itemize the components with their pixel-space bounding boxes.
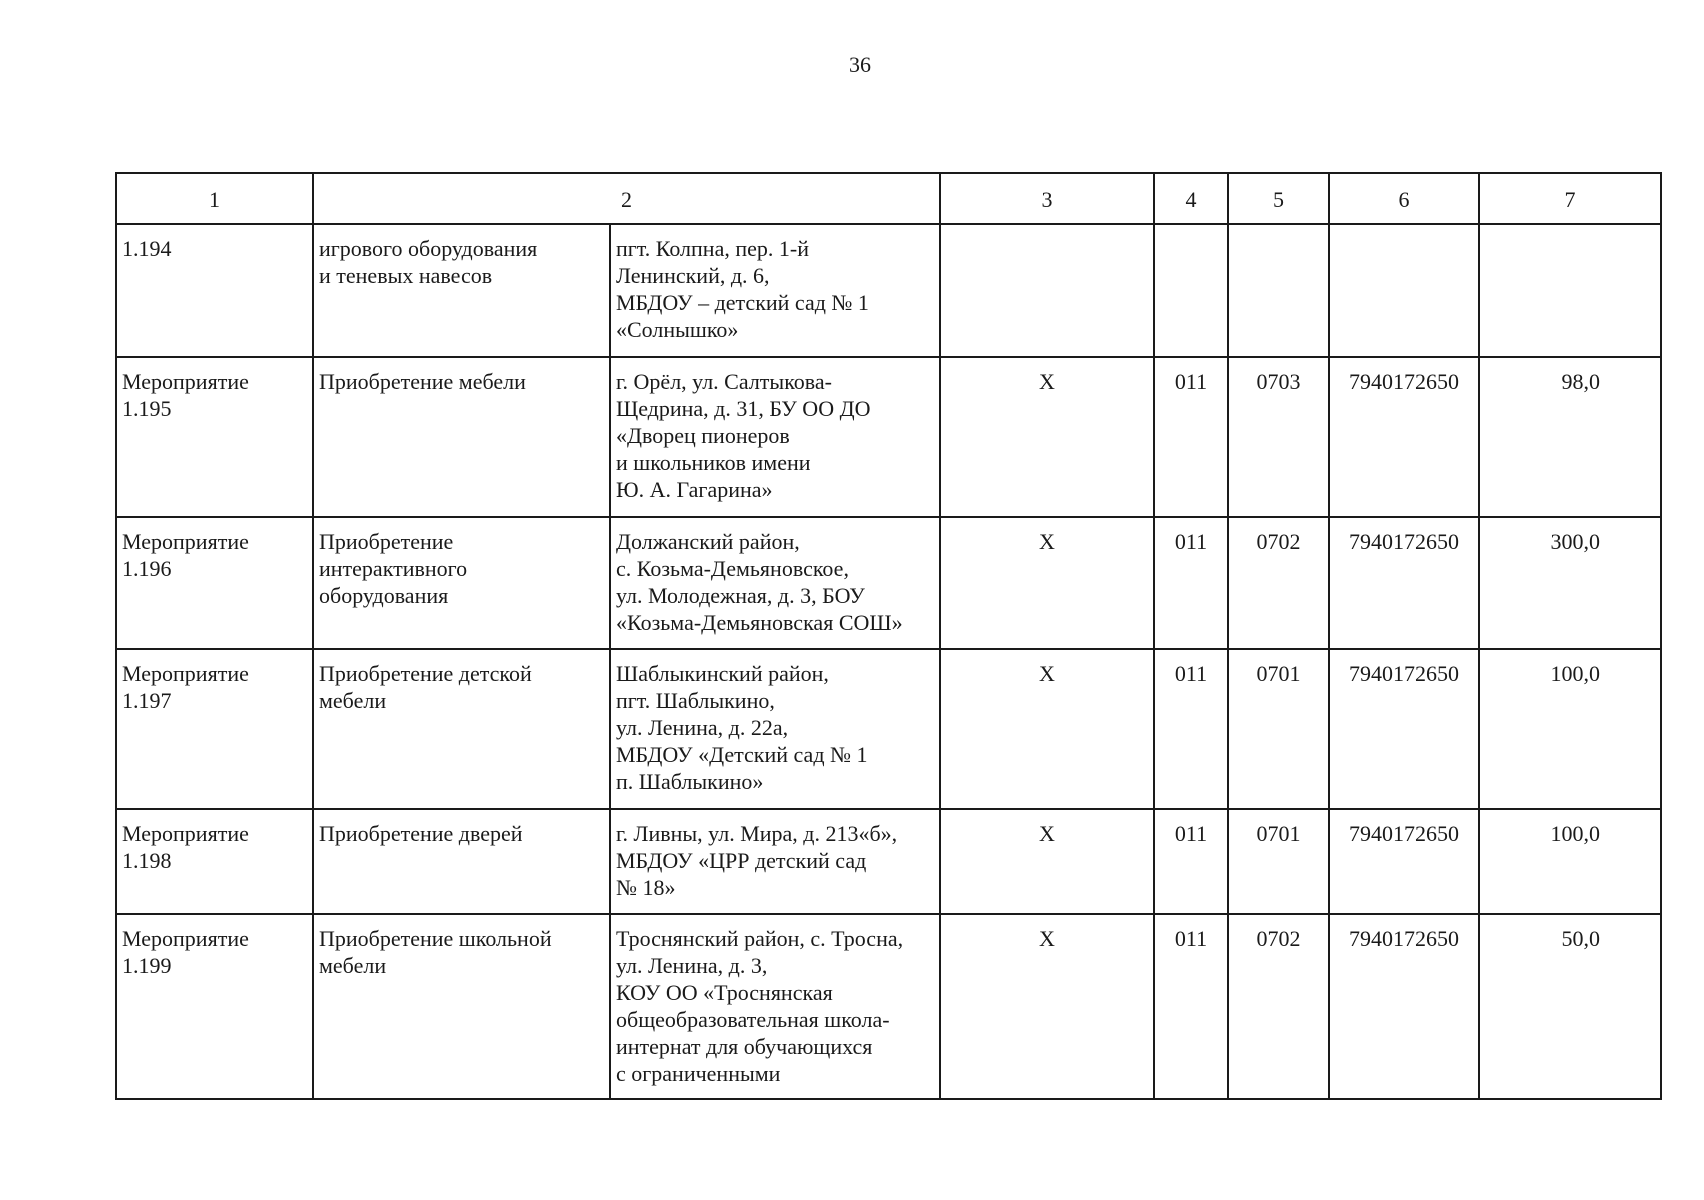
table-row: [116, 224, 1661, 357]
row-col5: 0701: [1228, 809, 1329, 914]
table-row: [116, 357, 1661, 517]
row-name: Приобретение дверей: [313, 809, 610, 914]
row-address: г. Ливны, ул. Мира, д. 213«б», МБДОУ «ЦРР детский сад № 18»: [610, 809, 940, 914]
row-col7: [1479, 224, 1661, 357]
header-col-1: 1: [116, 173, 313, 224]
row-col6: 7940172650: [1329, 517, 1479, 649]
header-col-6: 6: [1329, 173, 1479, 224]
table-row: [116, 517, 1661, 649]
row-col4: 011: [1154, 517, 1228, 649]
header-col-2: 2: [313, 173, 940, 224]
row-id: Мероприятие 1.199: [116, 914, 313, 1099]
row-address: Троснянский район, с. Тросна, ул. Ленина, д. 3, КОУ ОО «Троснянская общеобразовательная школа- интернат для обучающихся с ограниченными: [610, 914, 940, 1099]
header-col-4: 4: [1154, 173, 1228, 224]
row-col3: Х: [940, 914, 1154, 1099]
row-col4: 011: [1154, 914, 1228, 1099]
row-col5: [1228, 224, 1329, 357]
row-id: Мероприятие 1.195: [116, 357, 313, 517]
row-col3: Х: [940, 809, 1154, 914]
row-name: Приобретение интерактивного оборудования: [313, 517, 610, 649]
row-col6: 7940172650: [1329, 809, 1479, 914]
row-col4: 011: [1154, 357, 1228, 517]
row-address: г. Орёл, ул. Салтыкова- Щедрина, д. 31, БУ ОО ДО «Дворец пионеров и школьников имени Ю. А. Гагарина»: [610, 357, 940, 517]
row-col4: 011: [1154, 809, 1228, 914]
row-col6: [1329, 224, 1479, 357]
row-name: Приобретение школьной мебели: [313, 914, 610, 1099]
row-col3: Х: [940, 649, 1154, 809]
row-id: Мероприятие 1.197: [116, 649, 313, 809]
row-col4: 011: [1154, 649, 1228, 809]
header-col-3: 3: [940, 173, 1154, 224]
table-row: [116, 914, 1661, 1099]
row-col3: Х: [940, 357, 1154, 517]
row-col5: 0701: [1228, 649, 1329, 809]
row-address: Шаблыкинский район, пгт. Шаблыкино, ул. Ленина, д. 22а, МБДОУ «Детский сад № 1 п. Шаблыкино»: [610, 649, 940, 809]
row-col6: 7940172650: [1329, 357, 1479, 517]
row-col5: 0702: [1228, 914, 1329, 1099]
row-address: пгт. Колпна, пер. 1-й Ленинский, д. 6, МБДОУ – детский сад № 1 «Солнышко»: [610, 224, 940, 357]
row-col6: 7940172650: [1329, 914, 1479, 1099]
row-col7: 100,0: [1479, 649, 1661, 809]
row-id: Мероприятие 1.198: [116, 809, 313, 914]
row-col5: 0702: [1228, 517, 1329, 649]
row-id: 1.194: [116, 224, 313, 357]
table-row: [116, 809, 1661, 914]
row-col7: 300,0: [1479, 517, 1661, 649]
program-table: [115, 172, 1662, 1100]
row-col3: Х: [940, 517, 1154, 649]
row-col7: 98,0: [1479, 357, 1661, 517]
row-col7: 100,0: [1479, 809, 1661, 914]
row-col6: 7940172650: [1329, 649, 1479, 809]
row-col3: [940, 224, 1154, 357]
row-col5: 0703: [1228, 357, 1329, 517]
page-number: 36: [849, 52, 871, 77]
row-name: Приобретение детской мебели: [313, 649, 610, 809]
row-id: Мероприятие 1.196: [116, 517, 313, 649]
table-row: [116, 649, 1661, 809]
header-col-5: 5: [1228, 173, 1329, 224]
row-address: Должанский район, с. Козьма-Демьяновское, ул. Молодежная, д. 3, БОУ «Козьма-Демьяновская СОШ»: [610, 517, 940, 649]
row-col4: [1154, 224, 1228, 357]
header-col-7: 7: [1479, 173, 1661, 224]
row-name: игрового оборудования и теневых навесов: [313, 224, 610, 357]
header-row: [116, 173, 1661, 224]
row-name: Приобретение мебели: [313, 357, 610, 517]
row-col7: 50,0: [1479, 914, 1661, 1099]
